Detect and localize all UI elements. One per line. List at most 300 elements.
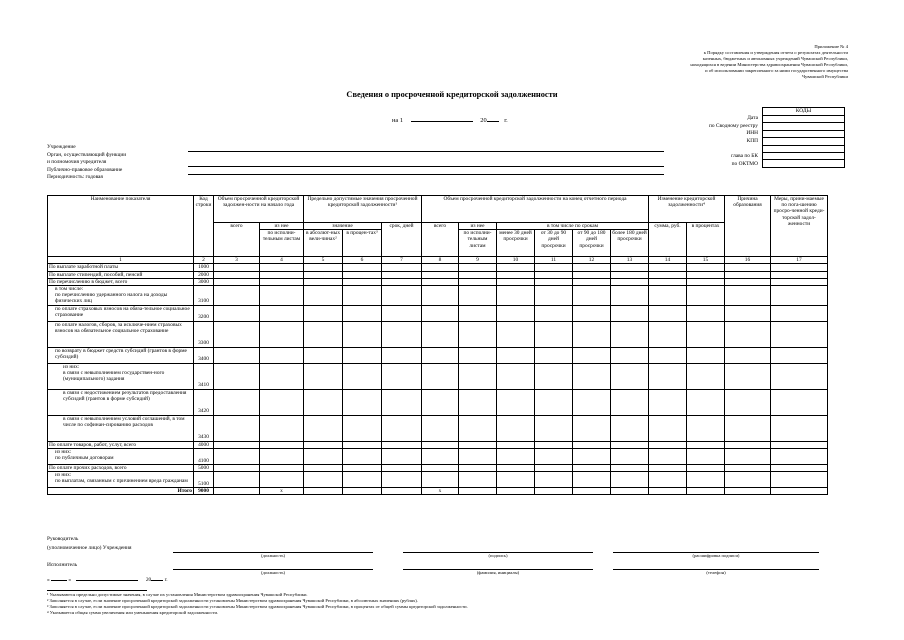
row-code: 3200 (194, 305, 214, 321)
row-code: 3400 (194, 347, 214, 363)
data-cell[interactable] (214, 464, 260, 471)
data-cell[interactable] (687, 415, 725, 441)
day-blank[interactable] (51, 580, 67, 581)
code-cell-kpp[interactable] (763, 138, 845, 145)
data-cell[interactable] (771, 264, 828, 271)
total-cell[interactable] (343, 488, 382, 495)
data-cell[interactable] (382, 441, 422, 448)
row-code: 4100 (194, 448, 214, 464)
data-cell[interactable] (304, 389, 343, 415)
data-cell[interactable] (422, 271, 459, 278)
data-cell[interactable] (725, 264, 771, 271)
total-code: 9000 (194, 488, 214, 495)
data-cell[interactable] (649, 278, 687, 285)
data-cell[interactable] (649, 389, 687, 415)
data-cell[interactable] (497, 389, 535, 415)
data-cell[interactable] (497, 464, 535, 471)
data-cell[interactable] (573, 472, 611, 488)
data-cell[interactable] (260, 389, 304, 415)
data-cell[interactable] (304, 264, 343, 271)
data-cell[interactable] (725, 271, 771, 278)
data-cell[interactable] (649, 472, 687, 488)
data-cell[interactable] (573, 448, 611, 464)
data-cell[interactable] (459, 363, 497, 389)
appendix-line: к Порядку составления и утверждения отчета о результатах деятельности (703, 50, 848, 55)
th-sum: сумма, руб. (649, 223, 687, 257)
data-cell[interactable] (422, 264, 459, 271)
public-entity-line[interactable] (188, 174, 664, 175)
total-cell[interactable] (649, 488, 687, 495)
data-cell[interactable] (611, 389, 649, 415)
data-cell[interactable] (771, 389, 828, 415)
data-cell[interactable] (771, 464, 828, 471)
row-label: в связи с недостижением результатов предоставления субсидий (грантов в форме субсидий) (48, 389, 194, 415)
data-cell[interactable] (343, 321, 382, 347)
data-cell[interactable] (382, 415, 422, 441)
data-cell[interactable] (214, 264, 260, 271)
data-cell[interactable] (649, 305, 687, 321)
row-label: По оплате товаров, работ, услуг, всего (48, 441, 194, 448)
th-by-terms: в том числе по срокам (497, 223, 649, 230)
data-cell[interactable] (649, 347, 687, 363)
data-cell[interactable] (649, 321, 687, 347)
data-cell[interactable] (611, 363, 649, 389)
data-cell[interactable] (725, 464, 771, 471)
data-cell[interactable] (382, 347, 422, 363)
date-row (47, 577, 168, 584)
data-cell[interactable] (422, 305, 459, 321)
data-cell[interactable] (497, 448, 535, 464)
data-cell[interactable] (649, 271, 687, 278)
row-code: 3410 (194, 363, 214, 389)
data-cell[interactable] (343, 472, 382, 488)
data-cell[interactable] (343, 441, 382, 448)
data-cell[interactable] (573, 363, 611, 389)
data-cell[interactable] (611, 321, 649, 347)
data-cell[interactable] (649, 464, 687, 471)
th-of-them2: из нее (459, 223, 497, 230)
footnotes (47, 592, 867, 616)
data-cell[interactable] (573, 321, 611, 347)
th-vol-end: Объем просроченной кредиторской задолженности на конец отчетного периода (422, 196, 649, 223)
th-value: значение (304, 223, 382, 230)
data-cell[interactable] (422, 472, 459, 488)
data-cell[interactable] (304, 347, 343, 363)
data-cell[interactable] (687, 286, 725, 306)
data-cell[interactable] (459, 286, 497, 306)
label-date: Дата (747, 115, 758, 121)
institution-line[interactable] (188, 151, 664, 152)
total-cell[interactable] (459, 488, 497, 495)
code-cell-oktmo[interactable] (763, 160, 845, 167)
data-cell[interactable] (304, 305, 343, 321)
th-abs: в абсолют-ных вели-чинах² (304, 230, 343, 257)
data-cell[interactable] (304, 271, 343, 278)
col-number: 16 (725, 257, 771, 264)
cap-name: (фамилия, инициалы) (476, 570, 520, 575)
data-cell[interactable] (422, 389, 459, 415)
data-cell[interactable] (771, 347, 828, 363)
appendix-line: Приложение № 4 (814, 44, 848, 49)
data-cell[interactable] (611, 347, 649, 363)
table-row (48, 347, 828, 363)
data-cell[interactable] (214, 321, 260, 347)
data-cell[interactable] (343, 347, 382, 363)
data-cell[interactable] (260, 264, 304, 271)
data-cell[interactable] (304, 415, 343, 441)
data-cell[interactable] (304, 448, 343, 464)
col-number: 4 (260, 257, 304, 264)
data-cell[interactable] (573, 278, 611, 285)
data-cell[interactable] (214, 415, 260, 441)
data-cell[interactable] (382, 264, 422, 271)
data-cell[interactable] (497, 441, 535, 448)
footnote-1: ¹ Указываются предельно допустимые значения, в случае их установления Министерством здравоохранения Чувашской Республики. (47, 592, 308, 597)
data-cell[interactable] (422, 278, 459, 285)
data-cell[interactable] (497, 415, 535, 441)
th-total: всего (214, 223, 260, 257)
data-cell[interactable] (535, 286, 573, 306)
data-cell[interactable] (725, 448, 771, 464)
total-cell[interactable] (687, 488, 725, 495)
data-cell[interactable] (382, 278, 422, 285)
col-number: 17 (771, 257, 828, 264)
data-cell[interactable] (771, 415, 828, 441)
data-cell[interactable] (573, 305, 611, 321)
data-cell[interactable] (260, 363, 304, 389)
data-cell[interactable] (649, 441, 687, 448)
data-cell[interactable] (422, 363, 459, 389)
data-cell[interactable] (304, 464, 343, 471)
data-cell[interactable] (771, 321, 828, 347)
code-cell-inn[interactable] (763, 130, 845, 137)
data-cell[interactable] (343, 271, 382, 278)
data-cell[interactable] (535, 389, 573, 415)
page-title: Сведения о просроченной кредиторской задолженности (346, 90, 558, 99)
data-cell[interactable] (459, 448, 497, 464)
data-cell[interactable] (214, 389, 260, 415)
data-cell[interactable] (497, 321, 535, 347)
th-name: Наименование показателя (48, 196, 194, 257)
data-cell[interactable] (687, 472, 725, 488)
organ-line[interactable] (188, 166, 664, 167)
debt-table (47, 195, 828, 495)
data-cell[interactable] (611, 441, 649, 448)
data-cell[interactable] (725, 415, 771, 441)
col-number: 9 (459, 257, 497, 264)
data-cell[interactable] (214, 347, 260, 363)
data-cell[interactable] (687, 321, 725, 347)
year-blank[interactable] (487, 121, 499, 122)
data-cell[interactable] (725, 305, 771, 321)
row-label: По выплате заработной платы (48, 264, 194, 271)
total-cell[interactable] (573, 488, 611, 495)
data-cell[interactable] (304, 363, 343, 389)
appendix-line: находящихся в ведении Министерства здравоохранения Чувашской Республики, (690, 62, 848, 67)
data-cell[interactable] (771, 363, 828, 389)
data-cell[interactable] (497, 347, 535, 363)
data-cell[interactable] (260, 347, 304, 363)
data-cell[interactable] (382, 286, 422, 306)
data-cell[interactable] (497, 305, 535, 321)
th-by-exec2: по исполни-тельным листам (459, 230, 497, 257)
data-cell[interactable] (382, 448, 422, 464)
data-cell[interactable] (459, 271, 497, 278)
data-cell[interactable] (382, 464, 422, 471)
col-number: 7 (382, 257, 422, 264)
data-cell[interactable] (611, 464, 649, 471)
data-cell[interactable] (459, 464, 497, 471)
data-cell[interactable] (422, 441, 459, 448)
data-cell[interactable] (725, 363, 771, 389)
data-cell[interactable] (573, 347, 611, 363)
total-x-mark: x (260, 488, 304, 495)
data-cell[interactable] (260, 441, 304, 448)
label-blank (650, 145, 758, 153)
data-cell[interactable] (535, 415, 573, 441)
label-institution: Учреждение (47, 144, 76, 150)
data-cell[interactable] (304, 441, 343, 448)
data-cell[interactable] (687, 389, 725, 415)
th-lt30: менее 30 дней просрочки (497, 230, 535, 257)
data-cell[interactable] (459, 472, 497, 488)
month-blank[interactable] (76, 580, 138, 581)
data-cell[interactable] (573, 441, 611, 448)
data-cell[interactable] (611, 278, 649, 285)
data-cell[interactable] (649, 264, 687, 271)
row-code: 5100 (194, 472, 214, 488)
footnote-4: ⁴ Указывается общая сумма увеличения или уменьшения кредиторской задолженности. (47, 610, 219, 615)
data-cell[interactable] (343, 464, 382, 471)
data-cell[interactable] (611, 305, 649, 321)
data-cell[interactable] (422, 347, 459, 363)
data-cell[interactable] (459, 347, 497, 363)
data-cell[interactable] (771, 448, 828, 464)
data-cell[interactable] (459, 441, 497, 448)
label-kpp: КПП (746, 137, 758, 144)
total-cell[interactable] (725, 488, 771, 495)
data-cell[interactable] (497, 286, 535, 306)
data-cell[interactable] (343, 286, 382, 306)
data-cell[interactable] (535, 464, 573, 471)
data-cell[interactable] (304, 286, 343, 306)
data-cell[interactable] (382, 271, 422, 278)
data-cell[interactable] (214, 472, 260, 488)
cap-position2: (должность) (260, 570, 286, 575)
data-cell[interactable] (687, 464, 725, 471)
data-cell[interactable] (573, 389, 611, 415)
codes-table (762, 107, 845, 168)
data-cell[interactable] (497, 278, 535, 285)
data-cell[interactable] (304, 278, 343, 285)
row-label: по оплате налогов, сборов, за исключе-нием страховых взносов на обязательное социальное страхование (48, 321, 194, 347)
data-cell[interactable] (771, 286, 828, 306)
code-cell-bk[interactable] (763, 152, 845, 159)
data-cell[interactable] (304, 472, 343, 488)
data-cell[interactable] (771, 271, 828, 278)
data-cell[interactable] (573, 464, 611, 471)
data-cell[interactable] (771, 441, 828, 448)
data-cell[interactable] (535, 472, 573, 488)
data-cell[interactable] (497, 363, 535, 389)
data-cell[interactable] (459, 389, 497, 415)
data-cell[interactable] (535, 448, 573, 464)
data-cell[interactable] (725, 441, 771, 448)
date-prefix: на 1 (392, 117, 404, 124)
data-cell[interactable] (260, 321, 304, 347)
total-cell[interactable] (497, 488, 535, 495)
data-cell[interactable] (497, 264, 535, 271)
date-line (392, 117, 532, 125)
data-cell[interactable] (497, 271, 535, 278)
data-cell[interactable] (535, 264, 573, 271)
data-cell[interactable] (459, 321, 497, 347)
row-label: из них: по выплатам, связанным с причинением вреда гражданам (48, 472, 194, 488)
data-cell[interactable] (382, 321, 422, 347)
data-cell[interactable] (725, 472, 771, 488)
data-cell[interactable] (382, 305, 422, 321)
data-cell[interactable] (611, 415, 649, 441)
col-number: 2 (194, 257, 214, 264)
data-cell[interactable] (382, 389, 422, 415)
total-cell[interactable] (535, 488, 573, 495)
data-cell[interactable] (214, 448, 260, 464)
col-number: 5 (304, 257, 343, 264)
code-cell-blank[interactable] (763, 145, 845, 152)
th-reason: Причина образования (725, 196, 771, 257)
label-oktmo: по ОКТМО (731, 160, 758, 167)
data-cell[interactable] (422, 415, 459, 441)
data-cell[interactable] (535, 347, 573, 363)
data-cell[interactable] (687, 278, 725, 285)
data-cell[interactable] (725, 278, 771, 285)
data-cell[interactable] (497, 472, 535, 488)
data-cell[interactable] (422, 448, 459, 464)
data-cell[interactable] (260, 305, 304, 321)
th-measures: Меры, прини-маемые по пога-шению просро-ченной креди-торской задол-женности (771, 196, 828, 257)
data-cell[interactable] (573, 286, 611, 306)
data-cell[interactable] (260, 472, 304, 488)
data-cell[interactable] (343, 363, 382, 389)
data-cell[interactable] (649, 286, 687, 306)
cap-position: (должность) (260, 553, 286, 558)
data-cell[interactable] (725, 286, 771, 306)
data-cell[interactable] (611, 264, 649, 271)
table-row (48, 415, 828, 441)
right-labels (650, 115, 758, 168)
total-cell[interactable] (771, 488, 828, 495)
data-cell[interactable] (260, 464, 304, 471)
data-cell[interactable] (687, 441, 725, 448)
data-cell[interactable] (214, 305, 260, 321)
data-cell[interactable] (459, 278, 497, 285)
code-cell-registry[interactable] (763, 123, 845, 130)
table-row (48, 286, 828, 306)
data-cell[interactable] (725, 389, 771, 415)
data-cell[interactable] (611, 271, 649, 278)
table-row (48, 363, 828, 389)
data-cell[interactable] (725, 347, 771, 363)
data-cell[interactable] (771, 305, 828, 321)
data-cell[interactable] (343, 415, 382, 441)
data-cell[interactable] (343, 389, 382, 415)
data-cell[interactable] (573, 271, 611, 278)
data-cell[interactable] (260, 278, 304, 285)
label-periodicity: Периодичность: годовая (47, 174, 103, 181)
data-cell[interactable] (611, 448, 649, 464)
data-cell[interactable] (343, 305, 382, 321)
data-cell[interactable] (260, 271, 304, 278)
data-cell[interactable] (649, 363, 687, 389)
data-cell[interactable] (573, 415, 611, 441)
data-cell[interactable] (343, 264, 382, 271)
data-cell[interactable] (649, 415, 687, 441)
data-cell[interactable] (422, 321, 459, 347)
data-cell[interactable] (687, 271, 725, 278)
data-cell[interactable] (611, 286, 649, 306)
data-cell[interactable] (535, 441, 573, 448)
data-cell[interactable] (343, 278, 382, 285)
row-label: в связи с невыполнением условий соглашений, в том числе по софинан-сированию расходов (48, 415, 194, 441)
date-blank[interactable] (411, 121, 473, 122)
data-cell[interactable] (422, 464, 459, 471)
data-cell[interactable] (304, 321, 343, 347)
sig-year-blank[interactable] (151, 580, 163, 581)
data-cell[interactable] (687, 363, 725, 389)
data-cell[interactable] (535, 321, 573, 347)
data-cell[interactable] (687, 264, 725, 271)
data-cell[interactable] (771, 472, 828, 488)
data-cell[interactable] (535, 305, 573, 321)
data-cell[interactable] (535, 271, 573, 278)
data-cell[interactable] (382, 363, 422, 389)
code-cell-date[interactable] (763, 116, 845, 123)
data-cell[interactable] (459, 305, 497, 321)
total-cell[interactable] (382, 488, 422, 495)
data-cell[interactable] (214, 278, 260, 285)
table-row (48, 464, 828, 471)
data-cell[interactable] (260, 415, 304, 441)
row-code: 3000 (194, 278, 214, 285)
data-cell[interactable] (459, 415, 497, 441)
data-cell[interactable] (687, 347, 725, 363)
data-cell[interactable] (214, 441, 260, 448)
data-cell[interactable] (573, 264, 611, 271)
data-cell[interactable] (343, 448, 382, 464)
data-cell[interactable] (687, 305, 725, 321)
data-cell[interactable] (535, 363, 573, 389)
total-cell[interactable] (304, 488, 343, 495)
data-cell[interactable] (725, 321, 771, 347)
data-cell[interactable] (422, 286, 459, 306)
data-cell[interactable] (535, 278, 573, 285)
data-cell[interactable] (214, 363, 260, 389)
total-cell[interactable] (214, 488, 260, 495)
data-cell[interactable] (214, 271, 260, 278)
data-cell[interactable] (687, 448, 725, 464)
data-cell[interactable] (214, 286, 260, 306)
row-code: 2000 (194, 271, 214, 278)
data-cell[interactable] (771, 278, 828, 285)
total-cell[interactable] (611, 488, 649, 495)
data-cell[interactable] (382, 472, 422, 488)
data-cell[interactable] (260, 286, 304, 306)
data-cell[interactable] (260, 448, 304, 464)
col-number: 10 (497, 257, 535, 264)
data-cell[interactable] (649, 448, 687, 464)
data-cell[interactable] (459, 264, 497, 271)
data-cell[interactable] (611, 472, 649, 488)
